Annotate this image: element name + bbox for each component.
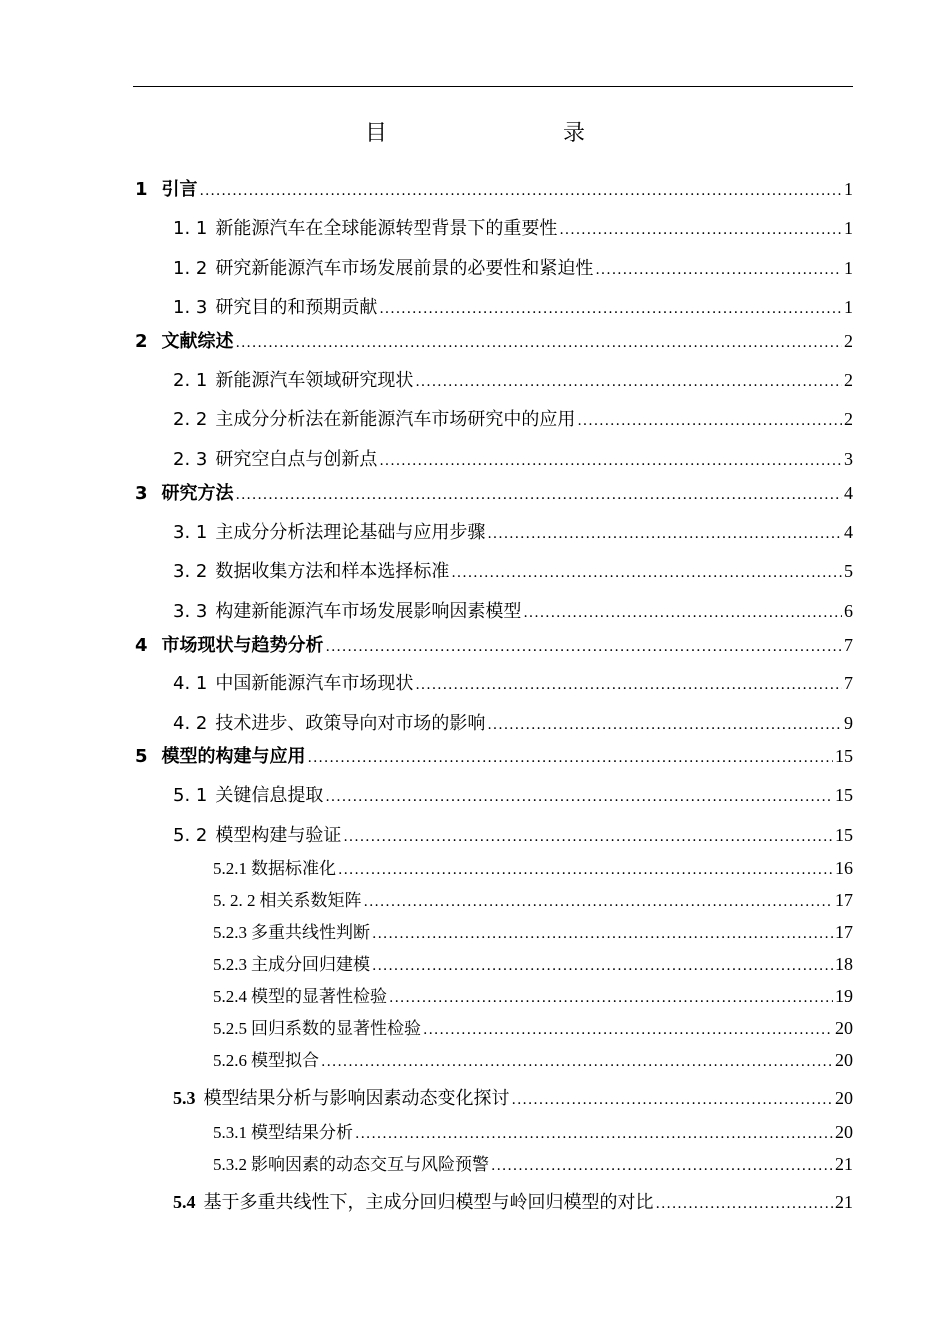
toc-leader: [372, 921, 833, 946]
toc-entry-number: 1. 1: [173, 218, 208, 239]
toc-leader: [325, 784, 833, 809]
toc-leader: [487, 712, 842, 737]
toc-entry[interactable]: [173, 823, 853, 847]
toc-leader: [355, 1121, 833, 1146]
toc-entry-number: 5.4: [173, 1192, 196, 1212]
toc-entry-text: 回归系数的显著性检验: [251, 1019, 421, 1039]
toc-entry-page: 5: [844, 561, 853, 581]
toc-entry-text: 研究新能源汽车市场发展前景的必要性和紧迫性: [215, 258, 594, 279]
toc-entry-page: 20: [835, 1018, 853, 1038]
toc-entry-text: 模型结果分析: [251, 1123, 353, 1143]
toc-entry[interactable]: [213, 888, 853, 912]
toc-entry-number: 5.3.1: [213, 1123, 247, 1142]
toc-entry-number: 5.3: [173, 1088, 196, 1108]
toc-entry-number: 3. 2: [173, 561, 208, 582]
toc-entry-text: 构建新能源汽车市场发展影响因素模型: [215, 601, 522, 622]
toc-entry-number: 2. 2: [173, 409, 208, 430]
toc-entry-number: 3. 3: [173, 601, 208, 622]
toc-entry[interactable]: [173, 783, 853, 807]
toc-entry-text: 研究空白点与创新点: [215, 449, 378, 470]
toc-entry[interactable]: [173, 368, 853, 392]
toc-entry-text: 引言: [161, 179, 198, 200]
toc-leader: [512, 1087, 834, 1112]
toc-entry-page: 4: [844, 522, 853, 542]
toc-entry-number: 1: [135, 179, 148, 200]
toc-entry-text: 基于多重共线性下，主成分回归模型与岭回归模型的对比: [203, 1192, 654, 1213]
toc-entry-page: 18: [835, 954, 853, 974]
toc-entry[interactable]: [173, 1086, 853, 1110]
toc-entry[interactable]: [173, 1190, 853, 1214]
toc-leader: [656, 1191, 834, 1216]
toc-entry-text: 数据收集方法和样本选择标准: [215, 561, 450, 582]
toc-entry-text: 研究目的和预期贡献: [215, 297, 378, 318]
toc-entry[interactable]: [213, 920, 853, 944]
toc-entry[interactable]: [135, 744, 853, 768]
toc-entry-page: 4: [844, 483, 853, 503]
toc-entry-page: 15: [835, 825, 853, 845]
toc-leader: [415, 369, 842, 394]
toc-entry-text: 关键信息提取: [215, 785, 324, 806]
toc-entry-text: 模型构建与验证: [215, 825, 342, 846]
toc-entry[interactable]: [135, 177, 853, 201]
toc-entry-number: 4. 1: [173, 673, 208, 694]
toc-leader: [491, 1153, 833, 1178]
toc-entry-number: 5.2.4: [213, 987, 247, 1006]
toc-entry-text: 模型拟合: [251, 1051, 319, 1071]
toc-leader: [451, 560, 842, 585]
toc-entry-text: 文献综述: [161, 331, 234, 352]
toc-entry-number: 3: [135, 483, 148, 504]
toc-entry-text: 数据标准化: [251, 859, 336, 879]
toc-entry[interactable]: [173, 711, 853, 735]
toc-leader: [236, 482, 842, 507]
toc-entry[interactable]: [173, 256, 853, 280]
toc-entry-number: 5.2.1: [213, 859, 247, 878]
toc-leader: [379, 296, 842, 321]
toc-entry-page: 9: [844, 713, 853, 733]
toc-entry[interactable]: [135, 481, 853, 505]
toc-entry-number: 5.2.3: [213, 923, 247, 942]
toc-leader: [338, 857, 833, 882]
toc-leader: [379, 448, 842, 473]
toc-entry-text: 新能源汽车领域研究现状: [215, 370, 414, 391]
toc-entry-text: 影响因素的动态交互与风险预警: [251, 1155, 489, 1175]
toc-entry-page: 21: [835, 1154, 853, 1174]
toc-entry-page: 2: [844, 370, 853, 390]
toc-leader: [200, 178, 842, 203]
toc-entry-page: 1: [844, 218, 853, 238]
toc-leader: [389, 985, 833, 1010]
toc-entry-text: 相关系数矩阵: [259, 891, 362, 911]
toc-entry-page: 17: [835, 922, 853, 942]
toc-leader: [236, 330, 842, 355]
toc-entry-text: 技术进步、政策导向对市场的影响: [215, 713, 486, 734]
toc-entry-page: 1: [844, 179, 853, 199]
toc-entry[interactable]: [213, 984, 853, 1008]
toc-entry-number: 4: [135, 635, 148, 656]
toc-leader: [487, 521, 842, 546]
toc-entry[interactable]: [213, 1016, 853, 1040]
toc-entry-text: 新能源汽车在全球能源转型背景下的重要性: [215, 218, 558, 239]
toc-leader: [559, 217, 842, 242]
header-rule: [133, 86, 853, 87]
toc-leader: [523, 600, 842, 625]
toc-leader: [326, 634, 842, 659]
toc-entry-page: 2: [844, 331, 853, 351]
toc-entry[interactable]: [135, 633, 853, 657]
toc-entry[interactable]: [173, 447, 853, 471]
toc-entry-page: 1: [844, 258, 853, 278]
toc-leader: [343, 824, 833, 849]
toc-leader: [577, 408, 842, 433]
toc-entry-text: 主成分分析法理论基础与应用步骤: [215, 522, 486, 543]
toc-entry[interactable]: [173, 520, 853, 544]
toc-entry-page: 17: [835, 890, 853, 910]
toc-entry-number: 5. 1: [173, 785, 208, 806]
toc-entry[interactable]: [135, 329, 853, 353]
toc-entry[interactable]: [173, 295, 853, 319]
toc-entry-page: 19: [835, 986, 853, 1006]
toc-entry[interactable]: [213, 952, 853, 976]
toc-entry-text: 市场现状与趋势分析: [161, 635, 324, 656]
toc-entry-page: 1: [844, 297, 853, 317]
toc-entry-text: 模型的显著性检验: [251, 987, 387, 1007]
toc-entry-page: 3: [844, 449, 853, 469]
toc-leader: [308, 745, 833, 770]
toc-entry[interactable]: [173, 599, 853, 623]
toc-leader: [595, 257, 842, 282]
toc-entry-number: 5.3.2: [213, 1155, 247, 1174]
toc-entry[interactable]: [213, 1048, 853, 1072]
toc-entry-text: 主成分分析法在新能源汽车市场研究中的应用: [215, 409, 576, 430]
toc-entry[interactable]: [173, 559, 853, 583]
toc-entry-page: 21: [835, 1192, 853, 1212]
toc-entry-page: 7: [844, 673, 853, 693]
toc-entry-text: 模型结果分析与影响因素动态变化探讨: [203, 1088, 510, 1109]
toc-entry-page: 20: [835, 1050, 853, 1070]
toc-entry[interactable]: [213, 1152, 853, 1176]
toc-entry[interactable]: [213, 856, 853, 880]
toc-entry-text: 中国新能源汽车市场现状: [215, 673, 414, 694]
toc-entry-page: 6: [844, 601, 853, 621]
toc-entry-number: 1. 2: [173, 258, 208, 279]
toc-entry-text: 多重共线性判断: [251, 923, 370, 943]
toc-entry-number: 2. 3: [173, 449, 208, 470]
toc-entry-number: 5: [135, 746, 148, 767]
toc-entry-text: 研究方法: [161, 483, 234, 504]
toc-leader: [364, 889, 834, 914]
toc-entry[interactable]: [173, 407, 853, 431]
toc-entry-page: 15: [835, 785, 853, 805]
toc-entry-page: 20: [835, 1122, 853, 1142]
toc-entry-number: 2. 1: [173, 370, 208, 391]
toc-entry-page: 20: [835, 1088, 853, 1108]
toc-leader: [423, 1017, 833, 1042]
toc-entry[interactable]: [213, 1120, 853, 1144]
page-title: 目 录: [364, 121, 629, 146]
toc-entry-number: 3. 1: [173, 522, 208, 543]
toc-entry-page: 2: [844, 409, 853, 429]
toc-entry-page: 16: [835, 858, 853, 878]
toc-entry-number: 1. 3: [173, 297, 208, 318]
toc-entry-text: 模型的构建与应用: [161, 746, 306, 767]
toc-entry-page: 15: [835, 746, 853, 766]
toc-entry[interactable]: [173, 671, 853, 695]
toc-entry-number: 5. 2: [173, 825, 208, 846]
toc-entry-number: 5. 2. 2: [213, 891, 256, 910]
toc-entry-number: 5.2.6: [213, 1051, 247, 1070]
toc-leader: [372, 953, 833, 978]
toc-entry[interactable]: [173, 216, 853, 240]
toc-leader: [321, 1049, 833, 1074]
toc-entry-number: 4. 2: [173, 713, 208, 734]
toc-entry-text: 主成分回归建模: [251, 955, 370, 975]
toc-entry-number: 2: [135, 331, 148, 352]
toc-leader: [415, 672, 842, 697]
toc-entry-page: 7: [844, 635, 853, 655]
toc-entry-number: 5.2.3: [213, 955, 247, 974]
toc-entry-number: 5.2.5: [213, 1019, 247, 1038]
